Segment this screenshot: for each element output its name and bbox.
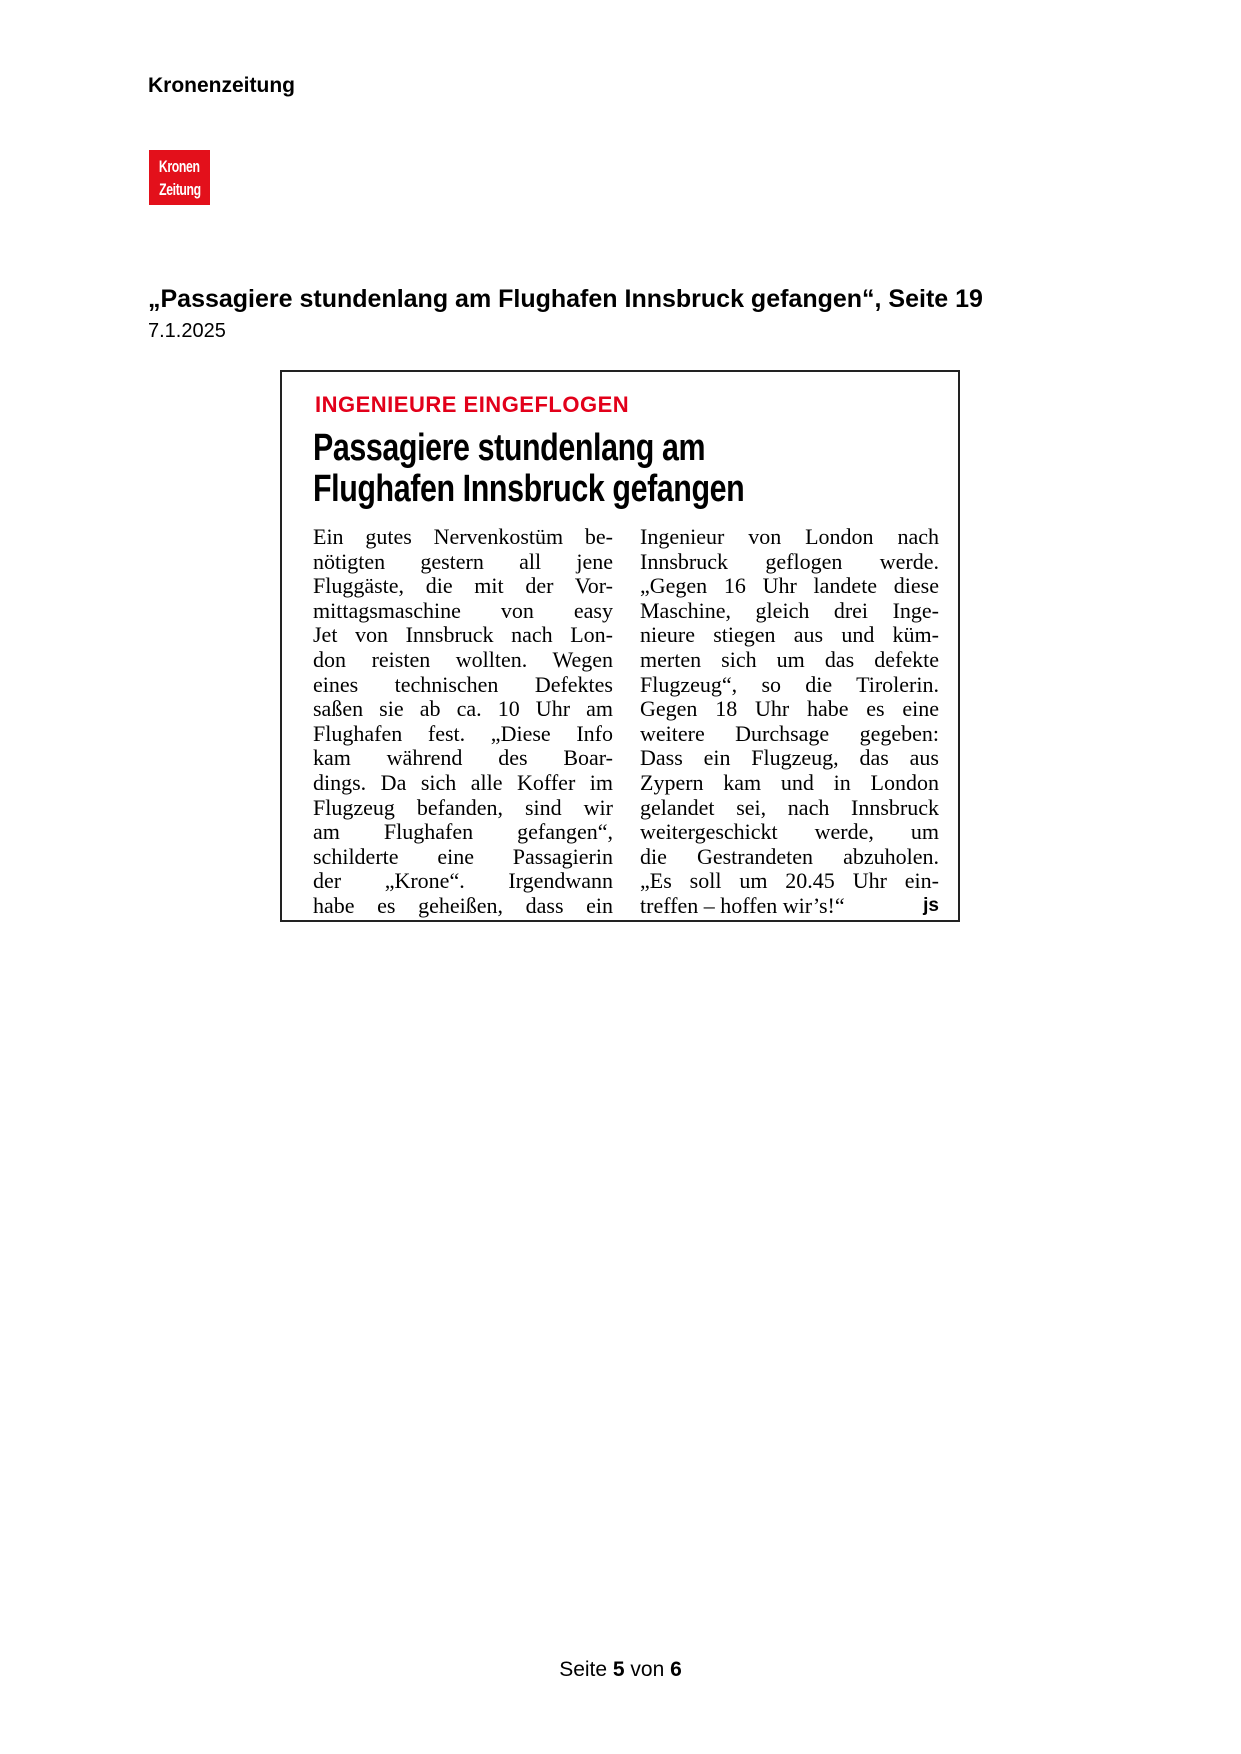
kronen-zeitung-logo — [149, 150, 210, 205]
text-line: Dass ein Flugzeug, das aus — [640, 745, 939, 771]
headline-line-1: Passagiere stundenlang am — [313, 427, 706, 469]
text-line: weitere Durchsage gegeben: — [640, 720, 939, 746]
footer-prefix: Seite — [559, 1658, 613, 1681]
text-line: dings. Da sich alle Koffer im — [313, 769, 613, 795]
text-line: Flugzeug“, so die Tirolerin. — [640, 671, 939, 697]
text-line: „Gegen 16 Uhr landete diese — [640, 573, 939, 599]
text-line: schilderte eine Passagierin — [313, 843, 613, 869]
text-line: habe es geheißen, dass ein — [313, 892, 613, 918]
headline-line-2: Flughafen Innsbruck gefangen — [313, 468, 745, 510]
text-line: die Gestrandeten abzuholen. — [640, 843, 939, 869]
text-line: Flugzeug befanden, sind wir — [313, 794, 613, 820]
total-pages-number: 6 — [670, 1658, 682, 1681]
text-line: Zypern kam und in London — [640, 769, 939, 795]
document-title: „Passagiere stundenlang am Flughafen Innsbruck gefangen“, Seite 19 — [148, 285, 983, 313]
text-line-with-author — [640, 894, 939, 919]
logo-line-1: Kronen — [159, 156, 200, 176]
text-line: kam während des Boar- — [313, 745, 613, 771]
text-line: don reisten wollten. Wegen — [313, 646, 613, 672]
article-column-right — [640, 525, 939, 919]
text-line: saßen sie ab ca. 10 Uhr am — [313, 696, 613, 722]
text-line: merten sich um das defekte — [640, 646, 939, 672]
text-line: gelandet sei, nach Innsbruck — [640, 794, 939, 820]
text-line: mittagsmaschine von easy — [313, 597, 613, 623]
current-page-number: 5 — [612, 1658, 625, 1681]
text-line: Ingenieur von London nach — [640, 524, 939, 549]
article-clipping — [280, 370, 960, 922]
text-line: nötigten gestern all jene — [313, 548, 613, 574]
document-date: 7.1.2025 — [148, 320, 226, 342]
author-initials: js — [923, 894, 939, 916]
text-line: nieure stiegen aus und küm- — [640, 622, 939, 648]
logo-line-2: Zeitung — [158, 179, 201, 199]
page-footer — [0, 1658, 1241, 1682]
text-line: Jet von Innsbruck nach Lon- — [313, 622, 613, 648]
text-line: Fluggäste, die mit der Vor- — [313, 573, 613, 599]
text-line: treffen – hoffen wir’s!“ — [640, 892, 845, 918]
text-line: „Es soll um 20.45 Uhr ein- — [640, 868, 939, 894]
article-kicker: INGENIEURE EINGEFLOGEN — [315, 392, 630, 417]
text-line: eines technischen Defektes — [313, 671, 613, 697]
text-line: Gegen 18 Uhr habe es eine — [640, 696, 939, 722]
text-line: weitergeschickt werde, um — [640, 819, 939, 845]
article-headline — [313, 428, 953, 510]
source-name: Kronenzeitung — [148, 74, 295, 97]
text-line: Maschine, gleich drei Inge- — [640, 597, 939, 623]
text-line: am Flughafen gefangen“, — [313, 819, 613, 845]
footer-middle: von — [624, 1658, 671, 1681]
text-line: Innsbruck geflogen werde. — [640, 548, 939, 574]
text-line: Flughafen fest. „Diese Info — [313, 720, 613, 746]
text-line: der „Krone“. Irgendwann — [313, 868, 613, 894]
article-column-left — [313, 525, 613, 919]
text-line: Ein gutes Nervenkostüm be- — [313, 524, 613, 549]
